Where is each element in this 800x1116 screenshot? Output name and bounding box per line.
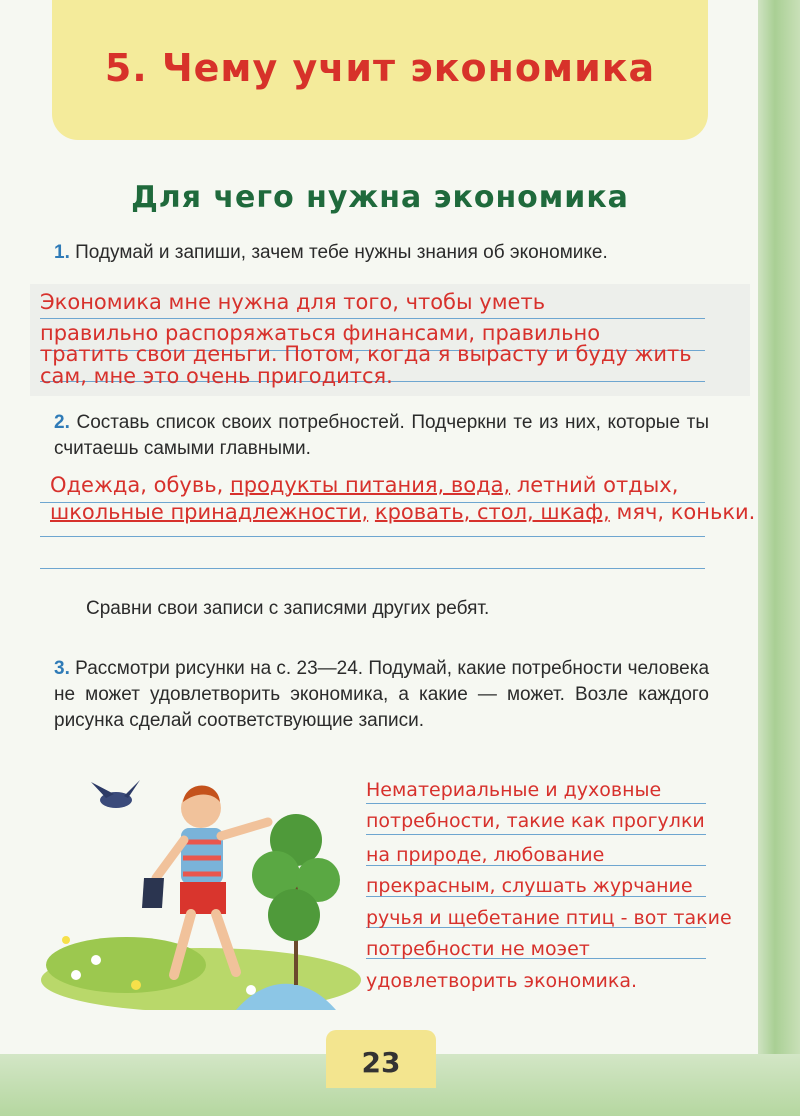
task-2: [54, 410, 709, 462]
bird-icon: [91, 780, 140, 808]
answer-2-item-underlined: продукты питания, вода,: [229, 473, 511, 497]
page-edge-decoration: [758, 0, 800, 1116]
answer-2-item: летний отдых,: [510, 473, 679, 497]
answer-3-line-5: ручья и щебетание птиц - вот такие: [366, 907, 732, 929]
task-2-number: 2.: [54, 412, 70, 433]
task-1-text: Подумай и запиши, зачем тебе нужны знания об экономике.: [75, 242, 608, 263]
task-3-number: 3.: [54, 658, 70, 679]
answer-2-item: Одежда, обувь,: [50, 473, 224, 497]
answer-3-line-7: удовлетворить экономика.: [366, 970, 638, 992]
task-2-text: Составь список своих потребностей. Подчеркни те из них, которые ты считаешь самыми главными.: [54, 412, 710, 459]
answer-3-line-2: потребности, такие как прогулки: [366, 810, 705, 832]
task-3-text: Рассмотри рисунки на с. 23—24. Подумай, какие потребности человека не может удовлетворить экономика, а какие — может. Возле каждого рисунка сделай соответствующие записи.: [54, 658, 710, 731]
answer-3-line-4: прекрасным, слушать журчание: [366, 875, 693, 897]
task-1: [54, 240, 709, 266]
page-number: 23: [361, 1046, 401, 1079]
answer-line: [40, 568, 705, 569]
compare-note: Сравни свои записи с записями других ребят.: [86, 598, 490, 619]
answer-2-line-1: [50, 470, 678, 500]
answer-2-item-underlined: школьные принадлежности,: [50, 500, 369, 524]
answer-1-line-3: тратить свои деньги. Потом, когда я вырасту и буду жить: [40, 342, 692, 366]
chapter-title: 5. Чему учит экономика: [104, 46, 656, 90]
section-subtitle: Для чего нужна экономика: [131, 180, 629, 215]
answer-line: [40, 536, 705, 537]
answer-3-line-6: потребности не моэет: [366, 938, 590, 960]
task-1-number: 1.: [54, 242, 70, 263]
answer-2-line-2: [50, 497, 755, 527]
answer-3-line-3: на природе, любование: [366, 844, 605, 866]
answer-2-item-underlined: кровать, стол, шкаф,: [374, 500, 610, 524]
answer-1-line-2: правильно распоряжаться финансами, правильно: [40, 321, 601, 345]
answer-3-line-1: Нематериальные и духовные: [366, 779, 662, 801]
task-3: [54, 656, 709, 734]
boy-in-meadow-illustration: [36, 760, 366, 1010]
answer-2-item: мяч, коньки.: [609, 500, 756, 524]
answer-1-line-4: сам, мне это очень пригодится.: [40, 364, 393, 388]
answer-1-line-1: Экономика мне нужна для того, чтобы уметь: [40, 290, 546, 314]
